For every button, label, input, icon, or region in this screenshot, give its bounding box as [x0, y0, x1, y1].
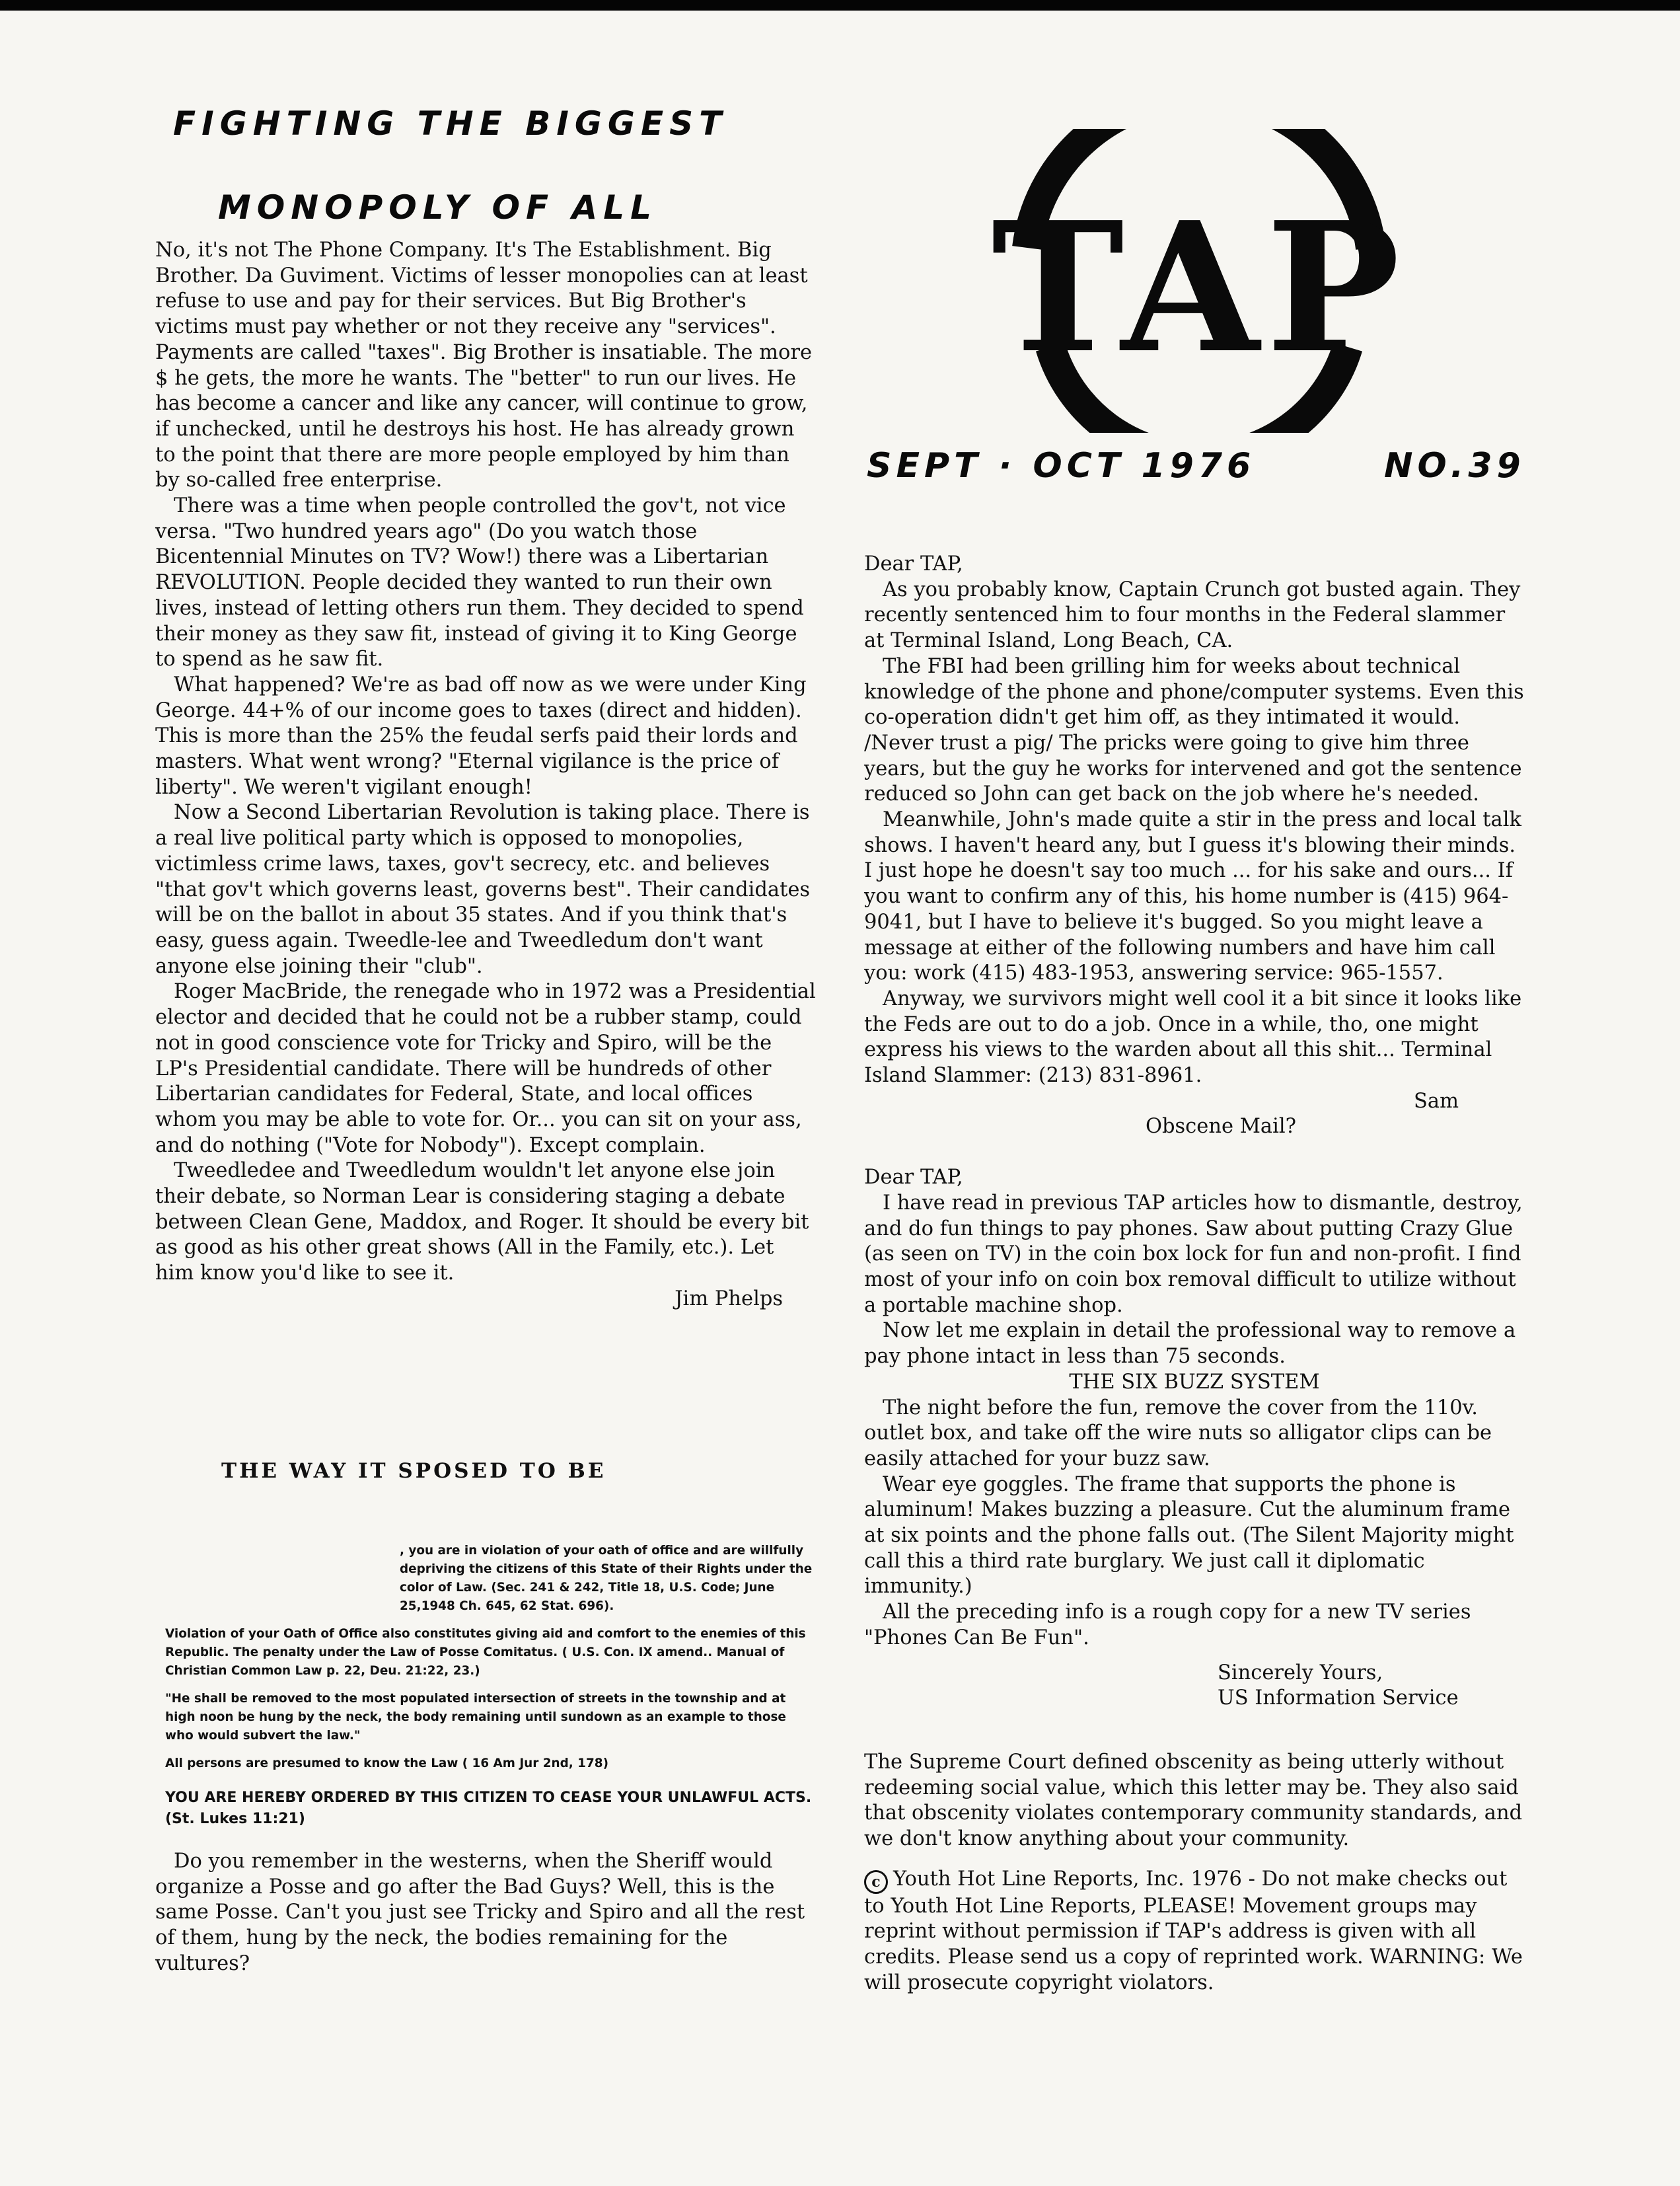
letter-paragraph: Anyway, we survivors might well cool it a bit since it looks like the Feds are out to do a job. Once in a while, tho, one might express his views to the warden about all this shit... Terminal Island Slammer: (213) 831-8961.	[864, 987, 1522, 1088]
article-paragraph: Roger MacBride, the renegade who in 1972 was a Presidential elector and decided that he could not be a rubber stamp, could not in good conscience vote for Tricky and Spiro, will be the LP's Presidential candidate. There will be hundreds of other Libertarian candidates for Federal, State, and local offices whom you may be able to vote for. Or... you can sit on your ass, and do nothing ("Vote for Nobody"). Except complain.	[155, 980, 816, 1157]
letter-closing: Sincerely Yours,	[1218, 1661, 1383, 1684]
posse-paragraph: Do you remember in the westerns, when the Sheriff would organize a Posse and go after the Bad Guys? Well, this is the same Posse. Can't you just see Tricky and Spiro and all the rest of them, hung by the neck, the bodies remaining for the vultures?	[155, 1850, 805, 1975]
top-edge-bar	[0, 0, 1680, 11]
posse-paragraph-block	[155, 1849, 816, 1977]
legal-paragraph: , you are in violation of your oath of office and are willfully depriving the citizens of this State of their Rights under the color of Law. (Sec. 241 & 242, Title 18, U.S. Code; June 25,1948 Ch. 645, 62 Stat. 696).	[400, 1544, 813, 1613]
headline-line-2: MONOPOLY OF ALL	[218, 188, 657, 227]
letter-paragraph: Now let me explain in detail the professional way to remove a pay phone intact in less than 75 seconds.	[864, 1319, 1516, 1369]
headline-line-1: FIGHTING THE BIGGEST	[173, 104, 728, 143]
article-paragraph: There was a time when people controlled the gov't, not vice versa. "Two hundred years ago" (Do you watch those Bicentennial Minutes on TV? Wow!) there was a Libertarian REVOLUTION. People decided they wanted to run their own lives, instead of letting others run them. They decided to spend their money as they saw fit, instead of giving it to King George to spend as he saw fit.	[155, 494, 804, 671]
article-paragraph: Tweedledee and Tweedledum wouldn't let anyone else join their debate, so Norman Lear is considering staging a debate between Clean Gene, Maddox, and Roger. It should be every bit as good as his other great shows (All in the Family, etc.). Let him know you'd like to see it.	[155, 1159, 809, 1285]
letter-signature: US Information Service	[1218, 1686, 1459, 1710]
article-monopoly	[155, 238, 816, 1312]
tap-logo	[958, 129, 1440, 433]
editor-note: The Supreme Court defined obscenity as being utterly without redeeming social value, which this letter may be. They also said that obscenity violates contemporary community standards, and we don't know anything about your community.	[864, 1750, 1523, 1851]
legal-paragraph: All persons are presumed to know the Law ( 16 Am Jur 2nd, 178)	[165, 1756, 608, 1770]
letter-paragraph: As you probably know, Captain Crunch got busted again. They recently sentenced him to four months in the Federal slammer at Terminal Island, Long Beach, CA.	[864, 578, 1521, 653]
article-paragraph: No, it's not The Phone Company. It's The Establishment. Big Brother. Da Guviment. Victims of lesser monopolies can at least refuse to use and pay for their services. But Big Brother's victims must pay whether or not they receive any "services". Payments are called "taxes". Big Brother is insatiable. The more $ he gets, the more he wants. The "better" to run our lives. He has become a cancer and like any cancer, will continue to grow, if unchecked, until he destroys his host. He has already grown to the point that there are more people employed by him than by so-called free enterprise.	[155, 239, 812, 492]
issue-date: SEPT · OCT 1976	[867, 446, 1256, 486]
letter-paragraph: The FBI had been grilling him for weeks about technical knowledge of the phone and phone/computer systems. Even this co-operation didn't get him off, as they intimated it would. /Never trust a pig/ The pricks were going to give him three years, but the guy he works for intervened and got the sentence reduced so John can get back on the job where he's needed.	[864, 654, 1524, 806]
copyright-icon: c	[864, 1870, 888, 1894]
letters-column	[864, 552, 1525, 1996]
article-signature: Jim Phelps	[675, 1287, 783, 1310]
article-paragraph: Now a Second Libertarian Revolution is taking place. There is a real live political party which is opposed to monopolies, victimless crime laws, taxes, gov't secrecy, etc. and believes "that gov't which governs least, governs best". Their candidates will be on the ballot in about 35 states. And if you think that's easy, guess again. Tweedle-lee and Tweedledum don't want anyone else joining their "club".	[155, 801, 811, 978]
letter-paragraph: Meanwhile, John's made quite a stir in the press and local talk shows. I haven't heard any, but I guess it's blowing their minds. I just hope he doesn't say too much ... for his sake and ours... If you want to confirm any of this, his home number is (415) 964-9041, but I have to believe it's bugged. So you might leave a message at either of the following numbers and have him call you: work (415) 483-1953, answering service: 965-1557.	[864, 808, 1521, 985]
system-title: THE SIX BUZZ SYSTEM	[1069, 1370, 1320, 1394]
letter-salutation: Dear TAP,	[864, 552, 963, 576]
copyright-text: Youth Hot Line Reports, Inc. 1976 - Do not make checks out to Youth Hot Line Reports, PLEASE! Movement groups may reprint without permission if TAP's address is given with all credits. Please send us a copy of reprinted work. WARNING: We will prosecute copyright violators.	[864, 1867, 1523, 1994]
logo-text: TAP	[991, 182, 1407, 393]
letter-paragraph: I have read in previous TAP articles how to dismantle, destroy, and do fun things to pay phones. Saw about putting Crazy Glue (as seen on TV) in the coin box lock for fun and non-profit. I find most of your info on coin box removal difficult to utilize without a portable machine shop.	[864, 1191, 1523, 1317]
legal-paragraph: Violation of your Oath of Office also constitutes giving aid and comfort to the enemies of this Republic. The penalty under the Law of Posse Comitatus. ( U.S. Con. IX amend.. Manual of Christian Common Law p. 22, Deu. 21:22, 23.)	[165, 1627, 806, 1678]
letter-paragraph: All the preceding info is a rough copy for a new TV series "Phones Can Be Fun".	[864, 1601, 1471, 1649]
legal-order: YOU ARE HEREBY ORDERED BY THIS CITIZEN TO CEASE YOUR UNLAWFUL ACTS. (St. Lukes 11:21)	[165, 1790, 812, 1827]
letter-paragraph: The night before the fun, remove the cover from the 110v. outlet box, and take off the wire nuts so alligator clips can be easily attached for your buzz saw.	[864, 1396, 1492, 1470]
legal-notice	[165, 1542, 813, 1839]
letter-signature: Sam	[1414, 1089, 1459, 1113]
letter-paragraph: Wear eye goggles. The frame that supports the phone is aluminum! Makes buzzing a pleasure. Cut the aluminum frame at six points and the phone falls out. (The Silent Majority might call this a third rate burglary. We just call it diplomatic immunity.)	[864, 1472, 1514, 1599]
article-paragraph: What happened? We're as bad off now as we were under King George. 44+% of our income goes to taxes (direct and hidden). This is more than the 25% the feudal serfs paid their lords and masters. What went wrong? "Eternal vigilance is the price of liberty". We weren't vigilant enough!	[155, 673, 807, 799]
letter-salutation: Dear TAP,	[864, 1166, 963, 1189]
section-title: THE WAY IT SPOSED TO BE	[221, 1459, 606, 1483]
copyright-notice	[864, 1867, 1525, 1996]
legal-quote: "He shall be removed to the most populated intersection of streets in the township and at high noon be hung by the neck, the body remaining until sundown as an example to those who would subvert the law."	[165, 1692, 786, 1743]
issue-number: NO.39	[1384, 446, 1525, 486]
letter-subhead: Obscene Mail?	[1146, 1115, 1296, 1139]
